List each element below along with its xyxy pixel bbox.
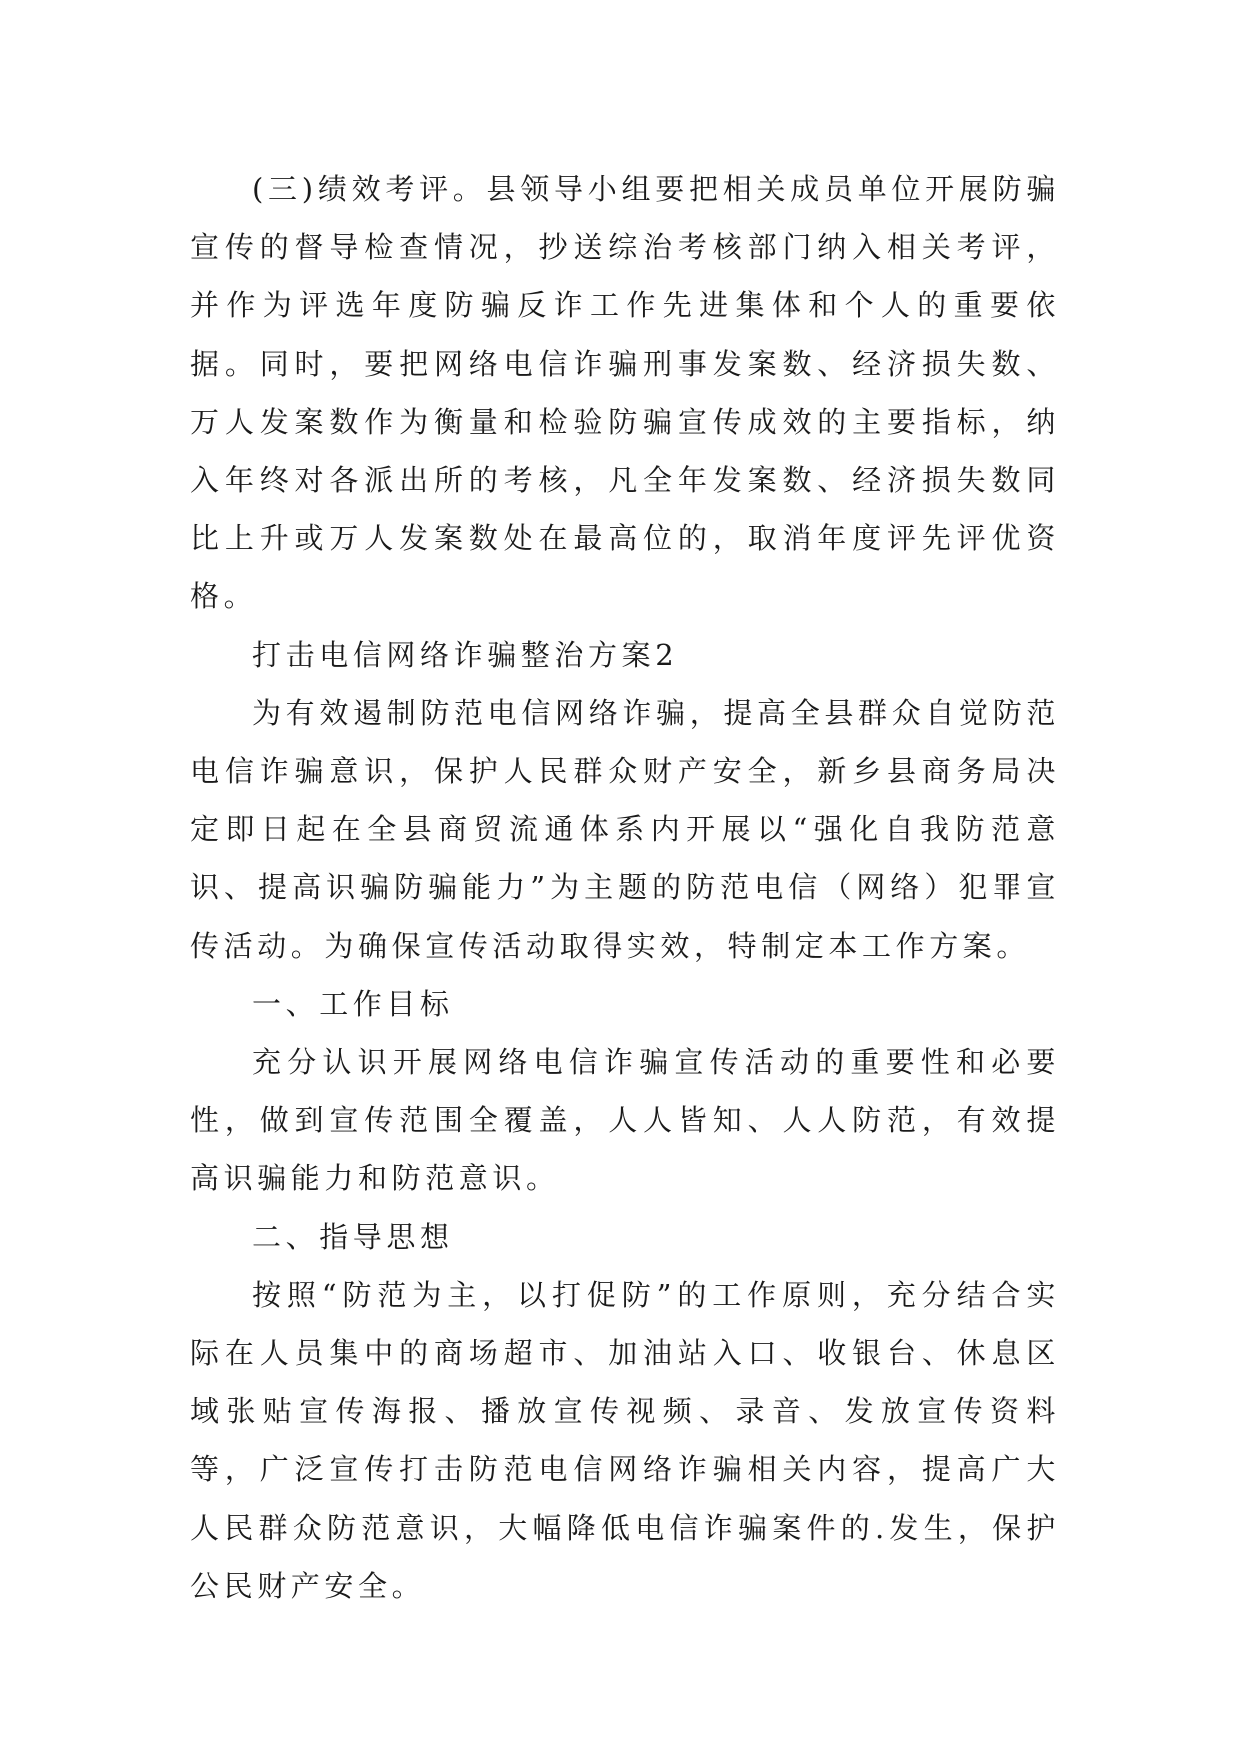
paragraph-performance-evaluation: (三)绩效考评。县领导小组要把相关成员单位开展防骗宣传的督导检查情况，抄送综治考核部门纳入相关考评，并作为评选年度防骗反诈工作先进集体和个人的重要依据。同时，要把网络电信诈骗刑事发案数、经济损失数、万人发案数作为衡量和检验防骗宣传成效的主要指标，纳入年终对各派出所的考核，凡全年发案数、经济损失数同比上升或万人发案数处在最高位的，取消年度评先评优资格。 (190, 172, 1060, 614)
paragraph-work-goal: 充分认识开展网络电信诈骗宣传活动的重要性和必要性，做到宣传范围全覆盖，人人皆知、人人防范，有效提高识骗能力和防范意识。 (190, 1045, 1060, 1196)
section-title: 打击电信网络诈骗整治方案2 (252, 637, 679, 672)
heading-guiding-idea: 二、指导思想 (252, 1219, 454, 1254)
paragraph-intro: 为有效遏制防范电信网络诈骗，提高全县群众自觉防范电信诈骗意识，保护人民群众财产安全，新乡县商务局决定即日起在全县商贸流通体系内开展以“强化自我防范意识、提高识骗防骗能力”为主题的防范电信（网络）犯罪宣传活动。为确保宣传活动取得实效，特制定本工作方案。 (190, 695, 1060, 963)
paragraph-guiding-idea: 按照“防范为主，以打促防”的工作原则，充分结合实际在人员集中的商场超市、加油站入口、收银台、休息区域张贴宣传海报、播放宣传视频、录音、发放宣传资料等，广泛宣传打击防范电信网络诈骗相关内容，提高广大人民群众防范意识，大幅降低电信诈骗案件的.发生，保护公民财产安全。 (190, 1277, 1060, 1603)
document-body (190, 160, 1060, 1615)
heading-work-goal: 一、工作目标 (252, 986, 454, 1021)
